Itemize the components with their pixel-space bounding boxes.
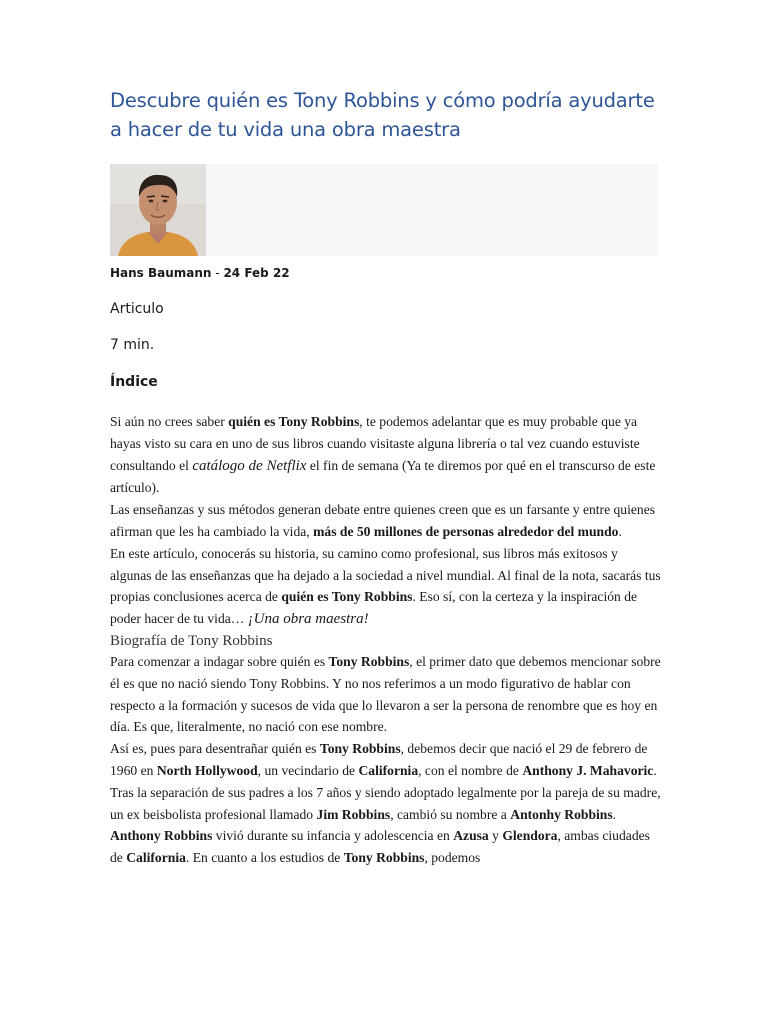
paragraph-childhood xyxy=(110,825,662,869)
publish-date: 24 Feb 22 xyxy=(223,266,290,280)
text-run: Si aún no crees saber xyxy=(110,414,229,429)
bold-text: Jim Robbins xyxy=(316,806,391,822)
text-run: y xyxy=(488,828,503,844)
author-avatar xyxy=(110,164,206,256)
bold-text: Anthony J. Mahavoric xyxy=(522,762,654,778)
article-title: Descubre quién es Tony Robbins y cómo podría ayudarte a hacer de tu vida una obra maestra xyxy=(110,89,655,141)
text-run: vivió durante su infancia y adolescencia en xyxy=(212,828,454,844)
paragraph-overview xyxy=(110,543,662,631)
text-run: el fin de semana (Ya te diremos por qué en el transcurso de este artículo). xyxy=(110,457,656,496)
text-run: , con el nombre de xyxy=(418,762,523,778)
text-run: , debemos decir que nació el 29 de febrero de 1960 en xyxy=(110,741,648,778)
article-byline xyxy=(110,266,290,280)
bold-text: Antonhy Robbins xyxy=(510,806,613,822)
text-run: . xyxy=(612,806,617,822)
paragraph-debate xyxy=(110,499,662,543)
text-run: , ambas ciudades de xyxy=(110,828,650,866)
text-run: Para comenzar a indagar sobre quién es xyxy=(110,653,329,669)
bold-text: más de 50 millones de personas alrededor del mundo xyxy=(313,523,619,539)
bold-text: California xyxy=(126,850,186,866)
read-time: 7 min. xyxy=(110,337,155,353)
bold-text: quién es Tony Robbins xyxy=(228,414,360,429)
text-run: Así es, pues para desentrañar quién es xyxy=(110,741,320,757)
article-type: Articulo xyxy=(110,301,164,317)
bold-text: Tony Robbins xyxy=(328,653,410,669)
section-heading-biografia: Biografía de Tony Robbins xyxy=(110,632,273,649)
paragraph-birth xyxy=(110,738,662,825)
text-run: . xyxy=(618,523,622,539)
byline-separator: - xyxy=(211,266,224,280)
text-run: Las enseñanzas y sus métodos generan debate entre quienes creen que es un farsante y entre quienes afirman que les ha cambiado la vida, xyxy=(110,502,656,539)
text-run: , cambió su nombre a xyxy=(390,806,511,822)
text-run: , el primer dato que debemos mencionar sobre él es que no nació siendo Tony Robbins. Y no nos referimos a un modo figurativo de hablar con respecto a la formación y sucesos de vida que lo llevaron a ser la persona de renombre que es hoy en día. Es que, literalmente, no nació con ese nombre. xyxy=(110,653,661,735)
bold-text: Glendora xyxy=(502,828,558,844)
italic-text: catálogo de Netflix xyxy=(192,457,307,474)
paragraph-name-origin xyxy=(110,651,662,738)
italic-text: ¡Una obra maestra! xyxy=(247,611,369,628)
bold-text: quién es Tony Robbins xyxy=(281,589,413,605)
author-name: Hans Baumann xyxy=(110,266,212,280)
text-run: . Tras la separación de sus padres a los 7 años y siendo adoptado legalmente por la pareja de su madre, un ex beisbolista profesional llamado xyxy=(110,762,661,822)
bold-text: California xyxy=(358,762,419,778)
text-run: . En cuanto a los estudios de xyxy=(185,850,344,866)
article-body xyxy=(110,411,662,869)
bold-text: North Hollywood xyxy=(156,762,258,778)
text-run: , podemos xyxy=(424,850,481,866)
author-photo-icon xyxy=(110,164,206,256)
text-run: En este artículo, conocerás su historia, su camino como profesional, sus libros más exitosos y algunas de las enseñanzas que ha dejado a la sociedad a nivel mundial. Al final de la nota, sacarás tus propias conclusiones acerca de xyxy=(110,545,661,605)
text-run: . Eso sí, con la certeza y la inspiración de poder hacer de tu vida… xyxy=(110,589,638,627)
bold-text: Azusa xyxy=(453,828,489,844)
text-run: , un vecindario de xyxy=(257,762,359,778)
author-card xyxy=(110,164,658,256)
paragraph-intro xyxy=(110,411,662,499)
bold-text: Tony Robbins xyxy=(343,850,425,866)
text-run: , te podemos adelantar que es muy probable que ya hayas visto su cara en uno de sus libros cuando visitaste alguna librería o tal vez cuando estuviste consultando el xyxy=(110,414,640,473)
index-heading[interactable]: Índice xyxy=(110,374,158,390)
bold-text: Tony Robbins xyxy=(319,741,401,757)
bold-text: Anthony Robbins xyxy=(110,828,213,844)
